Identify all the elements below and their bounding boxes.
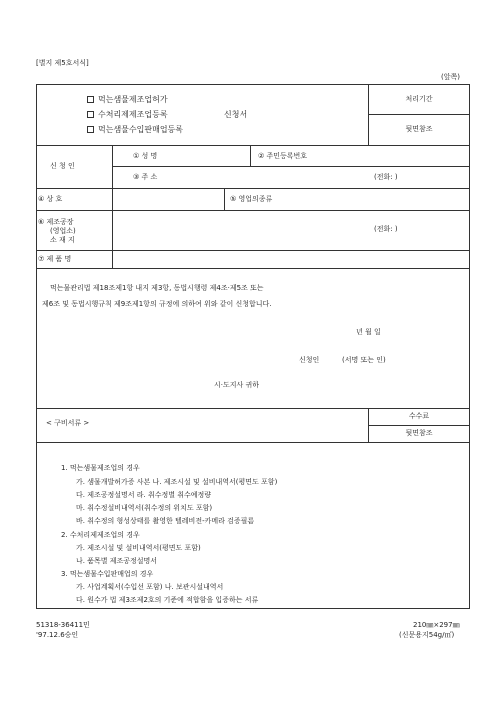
- factory-label-line3: 소 재 지: [50, 236, 75, 244]
- business-type-label: ⑤ 영업의종류: [230, 195, 273, 203]
- date-label: 년 월 일: [356, 328, 381, 336]
- checkbox-icon[interactable]: [87, 111, 94, 118]
- name-label: ① 성 명: [133, 152, 158, 160]
- factory-phone-label: (전화: ): [374, 225, 398, 233]
- doc-item: 2. 수처리제제조업의 경우: [61, 531, 140, 539]
- front-side-label: (앞쪽): [441, 73, 460, 81]
- required-documents-heading: < 구비서류 >: [46, 419, 90, 427]
- doc-item: 다. 제조공정설명서 라. 취수정별 취수예정량: [76, 491, 212, 499]
- paper-type: (신문용지54g/㎡): [399, 631, 455, 639]
- recipient-label: 시·도지사 귀하: [214, 381, 260, 389]
- processing-period-see-back: 뒷면참조: [405, 125, 433, 133]
- factory-label-line2: (영업소): [50, 227, 76, 235]
- checkbox-icon[interactable]: [87, 96, 94, 103]
- form-number: [별지 제5호서식]: [36, 59, 89, 67]
- doc-item: 가. 샘물개발허가증 사본 나. 제조시설 및 설비내역서(평면도 포함): [76, 478, 278, 486]
- factory-label-line1: ⑥ 제조공장: [38, 218, 74, 226]
- title-option-2[interactable]: 수처리제제조업등록: [87, 111, 168, 119]
- doc-item: 마. 취수정설비내역서(취수정의 위치도 포함): [76, 504, 213, 512]
- declaration-line1: 먹는물관리법 제18조제1항 내지 제3항, 동법시행령 제4조·제5조 또는: [50, 284, 264, 292]
- doc-item: 1. 먹는샘물제조업의 경우: [61, 464, 140, 472]
- address-label: ③ 주 소: [133, 173, 158, 181]
- doc-item: 가. 제조시설 및 설비내역서(평면도 포함): [76, 544, 201, 552]
- checkbox-icon[interactable]: [87, 126, 94, 133]
- title-option-3[interactable]: 먹는샘물수입판매업등록: [87, 126, 183, 134]
- applicant-label: 신 청 인: [50, 162, 75, 170]
- product-name-label: ⑦ 제 품 명: [38, 255, 72, 263]
- form-code: 51318-36411민: [36, 621, 90, 629]
- address-phone-label: (전화: ): [374, 173, 398, 181]
- trade-name-label: ④ 상 호: [38, 195, 63, 203]
- resident-number-label: ② 주민등록번호: [258, 152, 308, 160]
- approval-date: '97.12.6승인: [36, 631, 79, 639]
- doc-item: 가. 사업계획서(수입선 포함) 나. 보관시설내역서: [76, 583, 224, 591]
- signer-label: 신청인: [299, 356, 320, 364]
- doc-item: 바. 취수정의 형성상태를 촬영한 텔레비전-카메라 검증필름: [76, 517, 255, 525]
- title-option-1[interactable]: 먹는샘물제조업허가: [87, 96, 168, 104]
- fee-see-back: 뒷면참조: [405, 429, 433, 437]
- doc-item: 3. 먹는샘물수입판매업의 경우: [61, 570, 154, 578]
- fee-label: 수수료: [408, 412, 430, 420]
- declaration-line2: 제6조 및 동법시행규칙 제9조제1항의 규정에 의하여 위와 같이 신청합니다.: [42, 300, 272, 308]
- title-suffix: 신청서: [224, 110, 248, 119]
- signature-note: (서명 또는 인): [342, 356, 386, 364]
- processing-period-label: 처리기간: [405, 95, 433, 103]
- paper-size: 210㎜×297㎜: [413, 621, 460, 629]
- doc-item: 나. 품목별 제조공정설명서: [76, 557, 158, 565]
- doc-item: 다. 원수가 법 제3조제2호의 기준에 적합함을 입증하는 서류: [76, 596, 259, 604]
